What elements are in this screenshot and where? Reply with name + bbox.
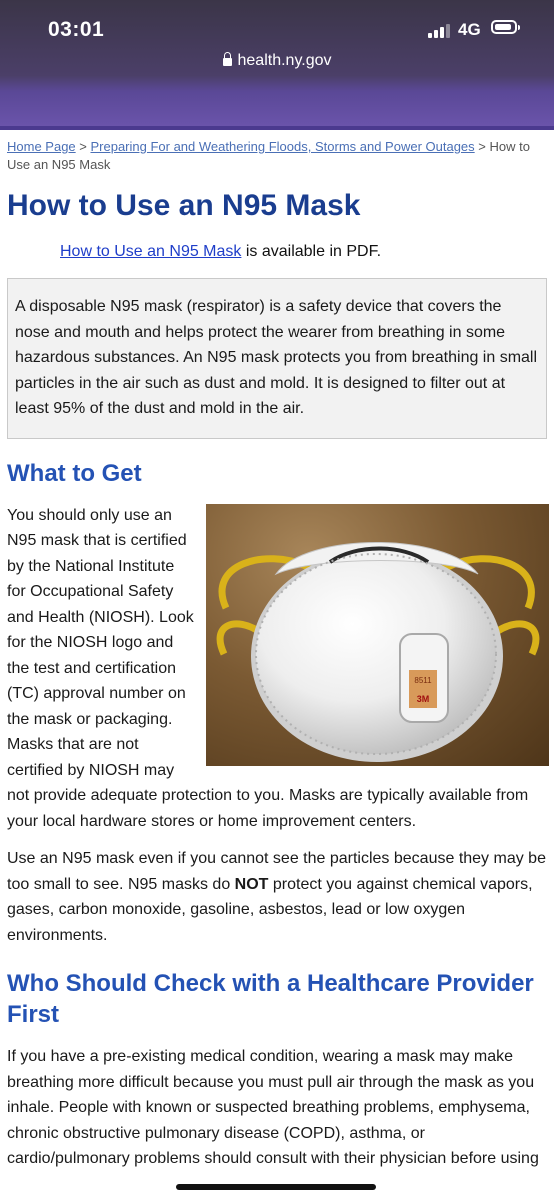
home-indicator[interactable] (176, 1184, 376, 1190)
url-text: health.ny.gov (237, 52, 332, 69)
what-to-get-section (7, 503, 547, 949)
pdf-suffix: is available in PDF. (241, 243, 382, 260)
pdf-notice (60, 241, 547, 263)
pdf-link[interactable]: How to Use an N95 Mask (60, 243, 242, 260)
breadcrumb-separator: > (474, 139, 490, 154)
page-title: How to Use an N95 Mask (7, 189, 361, 222)
breadcrumb (7, 138, 547, 174)
breadcrumb-current: How to Use an N95 Mask (7, 139, 530, 172)
para2-text-a: Use an N95 mask even if you cannot see the particles because they may be too small to see. N95 masks do (7, 850, 546, 893)
what-to-get-paragraph-1: You should only use an N95 mask that is certified by the National Institute for Occupational Safety and Health (NIOSH). Look for the NIOSH logo and the test and certification (TC) approval number on the mask or packaging. Masks that are not certified by NIOSH may not provide adequate protection to you. Masks are typically available from your local hardware stores or home improvement centers. (7, 506, 529, 830)
intro-text: A disposable N95 mask (respirator) is a safety device that covers the nose and mouth and helps protect the wearer from breathing in some hazardous substances. An N95 mask protects you from breathing in small particles in the air such as dust and mold. It is designed to filter out at least 95% of the dust and mold in the air. (15, 298, 538, 417)
mask-illustration (206, 504, 549, 766)
para2-text-b: protect you against chemical vapors, gases, carbon monoxide, gasoline, asbestos, lead or low oxygen environments. (7, 875, 533, 944)
n95-mask-image (206, 504, 549, 766)
page-content (7, 138, 547, 1172)
address-bar[interactable] (0, 52, 554, 70)
status-time: 03:01 (48, 18, 105, 41)
site-header-strip (0, 126, 554, 130)
signal-icon (428, 22, 450, 38)
section-heading-what-to-get: What to Get (7, 459, 142, 487)
intro-box (7, 278, 547, 439)
what-to-get-paragraph-2 (7, 846, 547, 948)
healthcare-paragraph: If you have a pre-existing medical condition, wearing a mask may make breathing more difficult because you must pull air through the mask as you inhale. People with known or suspected breathing problems, emphysema, chronic obstructive pulmonary disease (COPD), asthma, or cardio/pulmonary problems should consult with their physician before using (7, 1048, 539, 1167)
breadcrumb-home-link[interactable]: Home Page (7, 139, 76, 154)
mask-model-label: 8511 (414, 675, 432, 685)
mask-brand-label: 3M (416, 693, 430, 704)
browser-chrome (0, 0, 554, 130)
healthcare-section (7, 968, 547, 1172)
section-heading-healthcare: Who Should Check with a Healthcare Provider First (7, 970, 534, 1028)
breadcrumb-parent-link[interactable]: Preparing For and Weathering Floods, Storms and Power Outages (90, 139, 475, 154)
battery-icon (491, 20, 517, 34)
para2-emphasis: NOT (234, 875, 269, 893)
network-label: 4G (458, 20, 481, 39)
lock-icon (223, 58, 232, 66)
breadcrumb-separator: > (75, 139, 91, 154)
